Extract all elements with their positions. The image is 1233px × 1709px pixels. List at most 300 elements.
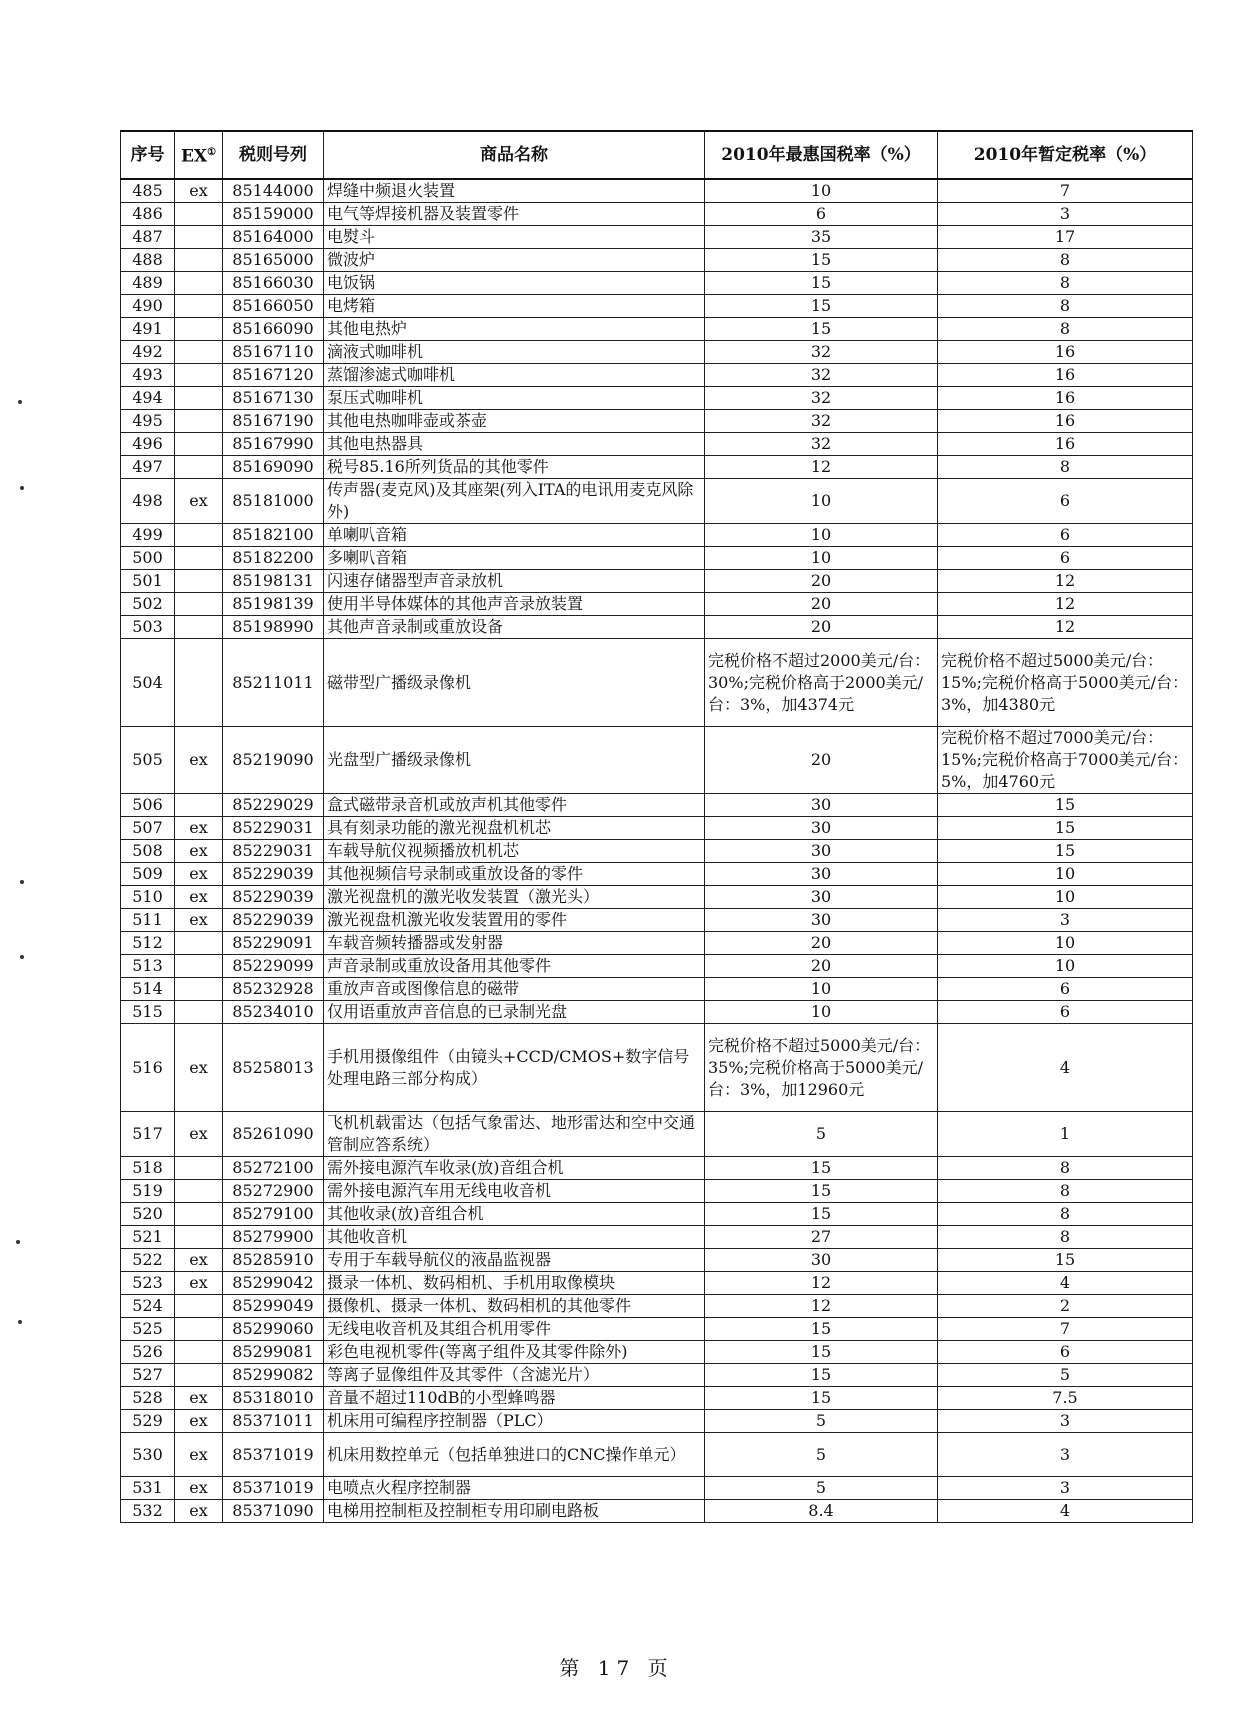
cell-code: 85299082 (223, 1364, 324, 1387)
cell-ex (175, 318, 223, 341)
cell-ex (175, 932, 223, 955)
scan-speck (18, 1320, 22, 1324)
cell-code: 85182100 (223, 524, 324, 547)
cell-code: 85211011 (223, 639, 324, 727)
cell-seq: 515 (121, 1001, 175, 1024)
cell-name: 其他声音录制或重放设备 (324, 616, 705, 639)
table-row (121, 272, 1193, 295)
table-row (121, 364, 1193, 387)
cell-seq: 513 (121, 955, 175, 978)
table-row (121, 955, 1193, 978)
cell-seq: 521 (121, 1226, 175, 1249)
cell-seq: 507 (121, 817, 175, 840)
cell-name: 磁带型广播级录像机 (324, 639, 705, 727)
cell-mfn-rate: 30 (705, 840, 938, 863)
table-row (121, 295, 1193, 318)
cell-name: 使用半导体媒体的其他声音录放装置 (324, 593, 705, 616)
cell-code: 85167120 (223, 364, 324, 387)
cell-seq: 510 (121, 886, 175, 909)
cell-code: 85144000 (223, 179, 324, 203)
cell-provisional-rate: 8 (938, 1157, 1193, 1180)
cell-name: 电梯用控制柜及控制柜专用印刷电路板 (324, 1500, 705, 1523)
table-row (121, 794, 1193, 817)
cell-provisional-rate: 3 (938, 1477, 1193, 1500)
cell-ex (175, 547, 223, 570)
table-row (121, 1477, 1193, 1500)
header-ex-label: EX (180, 146, 208, 167)
table-row (121, 1180, 1193, 1203)
cell-mfn-rate: 20 (705, 593, 938, 616)
cell-provisional-rate: 1 (938, 1112, 1193, 1157)
cell-seq: 517 (121, 1112, 175, 1157)
cell-provisional-rate: 3 (938, 909, 1193, 932)
cell-provisional-rate: 16 (938, 387, 1193, 410)
cell-provisional-rate: 3 (938, 203, 1193, 226)
table-row (121, 1295, 1193, 1318)
cell-mfn-rate: 30 (705, 863, 938, 886)
cell-seq: 491 (121, 318, 175, 341)
page-number: 第 17 页 (559, 1656, 674, 1680)
scan-speck (20, 880, 24, 884)
cell-provisional-rate: 8 (938, 1180, 1193, 1203)
cell-name: 专用于车载导航仪的液晶监视器 (324, 1249, 705, 1272)
cell-seq: 529 (121, 1410, 175, 1433)
cell-code: 85318010 (223, 1387, 324, 1410)
cell-code: 85229091 (223, 932, 324, 955)
cell-mfn-rate: 35 (705, 226, 938, 249)
cell-name: 电熨斗 (324, 226, 705, 249)
cell-seq: 524 (121, 1295, 175, 1318)
cell-name: 微波炉 (324, 249, 705, 272)
cell-mfn-rate: 20 (705, 932, 938, 955)
table-row (121, 909, 1193, 932)
cell-code: 85198131 (223, 570, 324, 593)
cell-ex (175, 272, 223, 295)
table-row (121, 978, 1193, 1001)
cell-mfn-rate: 15 (705, 1180, 938, 1203)
table-row (121, 479, 1193, 524)
cell-mfn-rate: 15 (705, 249, 938, 272)
cell-seq: 486 (121, 203, 175, 226)
cell-name: 盒式磁带录音机或放声机其他零件 (324, 794, 705, 817)
cell-code: 85159000 (223, 203, 324, 226)
cell-seq: 494 (121, 387, 175, 410)
cell-name: 摄录一体机、数码相机、手机用取像模块 (324, 1272, 705, 1295)
table-row (121, 1157, 1193, 1180)
cell-ex: ex (175, 1272, 223, 1295)
table-row (121, 1001, 1193, 1024)
cell-code: 85229031 (223, 840, 324, 863)
table-row (121, 1318, 1193, 1341)
cell-name: 税号85.16所列货品的其他零件 (324, 456, 705, 479)
cell-seq: 500 (121, 547, 175, 570)
cell-name: 其他收音机 (324, 1226, 705, 1249)
cell-code: 85299042 (223, 1272, 324, 1295)
cell-ex: ex (175, 1477, 223, 1500)
cell-name: 手机用摄像组件（由镜头+CCD/CMOS+数字信号处理电路三部分构成） (324, 1024, 705, 1112)
cell-mfn-rate: 15 (705, 1387, 938, 1410)
cell-seq: 502 (121, 593, 175, 616)
cell-provisional-rate: 8 (938, 1226, 1193, 1249)
cell-ex: ex (175, 840, 223, 863)
cell-name: 音量不超过110dB的小型蜂鸣器 (324, 1387, 705, 1410)
cell-mfn-rate: 20 (705, 727, 938, 794)
cell-seq: 511 (121, 909, 175, 932)
cell-mfn-rate: 完税价格不超过5000美元/台：35%;完税价格高于5000美元/台：3%，加12960元 (705, 1024, 938, 1112)
cell-provisional-rate: 3 (938, 1433, 1193, 1477)
cell-mfn-rate: 30 (705, 794, 938, 817)
cell-provisional-rate: 10 (938, 886, 1193, 909)
cell-ex: ex (175, 1024, 223, 1112)
header-provisional-rate: 2010年暂定税率（%） (938, 131, 1193, 179)
table-row (121, 1364, 1193, 1387)
table-row (121, 387, 1193, 410)
cell-name: 传声器(麦克风)及其座架(列入ITA的电讯用麦克风除外) (324, 479, 705, 524)
table-row (121, 1203, 1193, 1226)
cell-provisional-rate: 15 (938, 1249, 1193, 1272)
table-row (121, 203, 1193, 226)
table-row (121, 886, 1193, 909)
cell-mfn-rate: 12 (705, 1272, 938, 1295)
cell-name: 电烤箱 (324, 295, 705, 318)
tariff-table (120, 130, 1193, 1523)
cell-provisional-rate: 16 (938, 433, 1193, 456)
cell-seq: 488 (121, 249, 175, 272)
cell-code: 85299060 (223, 1318, 324, 1341)
cell-code: 85169090 (223, 456, 324, 479)
cell-seq: 497 (121, 456, 175, 479)
cell-seq: 493 (121, 364, 175, 387)
scan-speck (16, 1240, 20, 1244)
cell-code: 85166090 (223, 318, 324, 341)
cell-provisional-rate: 12 (938, 593, 1193, 616)
cell-code: 85299049 (223, 1295, 324, 1318)
cell-mfn-rate: 10 (705, 978, 938, 1001)
cell-mfn-rate: 27 (705, 1226, 938, 1249)
table-row (121, 1341, 1193, 1364)
table-row (121, 1410, 1193, 1433)
cell-name: 激光视盘机激光收发装置用的零件 (324, 909, 705, 932)
table-row (121, 433, 1193, 456)
cell-code: 85182200 (223, 547, 324, 570)
table-row (121, 341, 1193, 364)
cell-provisional-rate: 6 (938, 547, 1193, 570)
cell-seq: 528 (121, 1387, 175, 1410)
cell-mfn-rate: 5 (705, 1410, 938, 1433)
cell-name: 其他视频信号录制或重放设备的零件 (324, 863, 705, 886)
cell-ex (175, 524, 223, 547)
cell-ex (175, 1001, 223, 1024)
cell-seq: 496 (121, 433, 175, 456)
cell-code: 85164000 (223, 226, 324, 249)
cell-provisional-rate: 6 (938, 978, 1193, 1001)
cell-provisional-rate: 5 (938, 1364, 1193, 1387)
cell-mfn-rate: 15 (705, 295, 938, 318)
cell-mfn-rate: 20 (705, 570, 938, 593)
cell-provisional-rate: 10 (938, 955, 1193, 978)
cell-ex: ex (175, 1387, 223, 1410)
tariff-table-container (120, 130, 1192, 1523)
cell-provisional-rate: 7 (938, 179, 1193, 203)
cell-mfn-rate: 6 (705, 203, 938, 226)
cell-mfn-rate: 12 (705, 456, 938, 479)
cell-provisional-rate: 8 (938, 295, 1193, 318)
cell-ex: ex (175, 1112, 223, 1157)
cell-provisional-rate: 16 (938, 364, 1193, 387)
table-row (121, 226, 1193, 249)
cell-mfn-rate: 15 (705, 318, 938, 341)
cell-provisional-rate: 15 (938, 794, 1193, 817)
cell-code: 85279900 (223, 1226, 324, 1249)
cell-code: 85371019 (223, 1477, 324, 1500)
cell-ex (175, 1203, 223, 1226)
cell-ex (175, 978, 223, 1001)
cell-name: 机床用数控单元（包括单独进口的CNC操作单元） (324, 1433, 705, 1477)
cell-code: 85219090 (223, 727, 324, 794)
cell-name: 需外接电源汽车收录(放)音组合机 (324, 1157, 705, 1180)
cell-provisional-rate: 2 (938, 1295, 1193, 1318)
cell-seq: 516 (121, 1024, 175, 1112)
cell-mfn-rate: 20 (705, 955, 938, 978)
cell-seq: 531 (121, 1477, 175, 1500)
cell-name: 具有刻录功能的激光视盘机机芯 (324, 817, 705, 840)
cell-seq: 509 (121, 863, 175, 886)
cell-mfn-rate: 12 (705, 1295, 938, 1318)
cell-name: 滴液式咖啡机 (324, 341, 705, 364)
cell-ex (175, 1226, 223, 1249)
cell-provisional-rate: 12 (938, 570, 1193, 593)
cell-code: 85272100 (223, 1157, 324, 1180)
cell-name: 无线电收音机及其组合机用零件 (324, 1318, 705, 1341)
cell-mfn-rate: 5 (705, 1433, 938, 1477)
table-row (121, 817, 1193, 840)
cell-ex: ex (175, 909, 223, 932)
cell-name: 需外接电源汽车用无线电收音机 (324, 1180, 705, 1203)
cell-mfn-rate: 10 (705, 524, 938, 547)
cell-seq: 532 (121, 1500, 175, 1523)
cell-ex (175, 955, 223, 978)
cell-code: 85234010 (223, 1001, 324, 1024)
cell-seq: 522 (121, 1249, 175, 1272)
header-code: 税则号列 (223, 131, 324, 179)
cell-name: 光盘型广播级录像机 (324, 727, 705, 794)
cell-mfn-rate: 32 (705, 433, 938, 456)
cell-seq: 499 (121, 524, 175, 547)
cell-provisional-rate: 10 (938, 863, 1193, 886)
cell-ex (175, 433, 223, 456)
cell-seq: 490 (121, 295, 175, 318)
table-row (121, 249, 1193, 272)
cell-ex (175, 1295, 223, 1318)
scan-speck (20, 955, 24, 959)
table-row (121, 1249, 1193, 1272)
table-row (121, 1500, 1193, 1523)
cell-code: 85285910 (223, 1249, 324, 1272)
cell-seq: 504 (121, 639, 175, 727)
cell-name: 重放声音或图像信息的磁带 (324, 978, 705, 1001)
cell-ex (175, 456, 223, 479)
cell-mfn-rate: 30 (705, 817, 938, 840)
cell-name: 仅用语重放声音信息的已录制光盘 (324, 1001, 705, 1024)
cell-mfn-rate: 15 (705, 1318, 938, 1341)
table-row (121, 840, 1193, 863)
cell-provisional-rate: 6 (938, 524, 1193, 547)
cell-ex (175, 364, 223, 387)
cell-code: 85167130 (223, 387, 324, 410)
cell-code: 85167110 (223, 341, 324, 364)
cell-ex (175, 410, 223, 433)
cell-ex: ex (175, 1410, 223, 1433)
cell-name: 其他电热咖啡壶或茶壶 (324, 410, 705, 433)
cell-mfn-rate: 15 (705, 272, 938, 295)
cell-code: 85229099 (223, 955, 324, 978)
table-row (121, 318, 1193, 341)
cell-code: 85181000 (223, 479, 324, 524)
header-ex (175, 131, 223, 179)
cell-mfn-rate: 10 (705, 179, 938, 203)
cell-code: 85198139 (223, 593, 324, 616)
cell-ex (175, 794, 223, 817)
cell-ex (175, 616, 223, 639)
cell-code: 85198990 (223, 616, 324, 639)
cell-ex: ex (175, 1249, 223, 1272)
cell-name: 蒸馏渗滤式咖啡机 (324, 364, 705, 387)
table-row (121, 456, 1193, 479)
cell-code: 85166030 (223, 272, 324, 295)
cell-ex (175, 226, 223, 249)
cell-seq: 519 (121, 1180, 175, 1203)
cell-code: 85166050 (223, 295, 324, 318)
cell-code: 85258013 (223, 1024, 324, 1112)
cell-name: 多喇叭音箱 (324, 547, 705, 570)
cell-provisional-rate: 6 (938, 1001, 1193, 1024)
cell-provisional-rate: 12 (938, 616, 1193, 639)
cell-ex: ex (175, 1433, 223, 1477)
cell-provisional-rate: 7.5 (938, 1387, 1193, 1410)
cell-name: 等离子显像组件及其零件（含滤光片） (324, 1364, 705, 1387)
cell-name: 其他电热器具 (324, 433, 705, 456)
cell-name: 其他电热炉 (324, 318, 705, 341)
table-row (121, 410, 1193, 433)
cell-mfn-rate: 15 (705, 1157, 938, 1180)
table-row (121, 1387, 1193, 1410)
table-row (121, 1226, 1193, 1249)
header-seq: 序号 (121, 131, 175, 179)
table-row (121, 593, 1193, 616)
cell-seq: 487 (121, 226, 175, 249)
table-row (121, 1112, 1193, 1157)
cell-seq: 523 (121, 1272, 175, 1295)
cell-seq: 492 (121, 341, 175, 364)
cell-name: 机床用可编程序控制器（PLC） (324, 1410, 705, 1433)
cell-mfn-rate: 15 (705, 1341, 938, 1364)
cell-name: 电喷点火程序控制器 (324, 1477, 705, 1500)
cell-code: 85229039 (223, 863, 324, 886)
cell-code: 85167990 (223, 433, 324, 456)
cell-mfn-rate: 32 (705, 341, 938, 364)
table-row (121, 639, 1193, 727)
cell-name: 声音录制或重放设备用其他零件 (324, 955, 705, 978)
scan-speck (20, 486, 24, 490)
scan-speck (18, 400, 22, 404)
cell-seq: 508 (121, 840, 175, 863)
table-row (121, 1024, 1193, 1112)
cell-provisional-rate: 8 (938, 456, 1193, 479)
table-row (121, 1433, 1193, 1477)
cell-code: 85229039 (223, 886, 324, 909)
cell-code: 85261090 (223, 1112, 324, 1157)
cell-ex (175, 1364, 223, 1387)
cell-name: 车载音频转播器或发射器 (324, 932, 705, 955)
table-row (121, 863, 1193, 886)
cell-seq: 495 (121, 410, 175, 433)
cell-mfn-rate: 10 (705, 479, 938, 524)
cell-mfn-rate: 30 (705, 886, 938, 909)
table-row (121, 547, 1193, 570)
header-mfn-rate: 2010年最惠国税率（%） (705, 131, 938, 179)
cell-provisional-rate: 16 (938, 341, 1193, 364)
cell-code: 85371011 (223, 1410, 324, 1433)
cell-mfn-rate: 10 (705, 547, 938, 570)
cell-name: 焊缝中频退火装置 (324, 179, 705, 203)
cell-ex (175, 1180, 223, 1203)
cell-name: 电气等焊接机器及装置零件 (324, 203, 705, 226)
cell-mfn-rate: 5 (705, 1112, 938, 1157)
cell-seq: 498 (121, 479, 175, 524)
cell-provisional-rate: 3 (938, 1410, 1193, 1433)
cell-mfn-rate: 完税价格不超过2000美元/台：30%;完税价格高于2000美元/台：3%，加4374元 (705, 639, 938, 727)
cell-seq: 506 (121, 794, 175, 817)
cell-ex (175, 1318, 223, 1341)
cell-provisional-rate: 4 (938, 1500, 1193, 1523)
cell-name: 单喇叭音箱 (324, 524, 705, 547)
table-row (121, 179, 1193, 203)
cell-provisional-rate: 完税价格不超过7000美元/台：15%;完税价格高于7000美元/台：5%，加4760元 (938, 727, 1193, 794)
cell-seq: 512 (121, 932, 175, 955)
table-row (121, 570, 1193, 593)
cell-mfn-rate: 20 (705, 616, 938, 639)
cell-ex: ex (175, 886, 223, 909)
cell-provisional-rate: 7 (938, 1318, 1193, 1341)
header-ex-note: ① (207, 147, 217, 159)
cell-provisional-rate: 4 (938, 1024, 1193, 1112)
table-header (121, 131, 1193, 179)
cell-mfn-rate: 10 (705, 1001, 938, 1024)
cell-mfn-rate: 15 (705, 1364, 938, 1387)
cell-code: 85371090 (223, 1500, 324, 1523)
cell-provisional-rate: 16 (938, 410, 1193, 433)
cell-code: 85279100 (223, 1203, 324, 1226)
cell-provisional-rate: 8 (938, 249, 1193, 272)
cell-seq: 485 (121, 179, 175, 203)
cell-code: 85371019 (223, 1433, 324, 1477)
cell-provisional-rate: 6 (938, 1341, 1193, 1364)
cell-mfn-rate: 30 (705, 1249, 938, 1272)
cell-provisional-rate: 15 (938, 817, 1193, 840)
header-name: 商品名称 (324, 131, 705, 179)
table-row (121, 616, 1193, 639)
cell-provisional-rate: 8 (938, 318, 1193, 341)
table-row (121, 727, 1193, 794)
cell-seq: 505 (121, 727, 175, 794)
cell-name: 激光视盘机的激光收发装置（激光头） (324, 886, 705, 909)
cell-name: 泵压式咖啡机 (324, 387, 705, 410)
cell-code: 85165000 (223, 249, 324, 272)
cell-ex (175, 570, 223, 593)
cell-seq: 527 (121, 1364, 175, 1387)
cell-name: 电饭锅 (324, 272, 705, 295)
cell-ex (175, 249, 223, 272)
